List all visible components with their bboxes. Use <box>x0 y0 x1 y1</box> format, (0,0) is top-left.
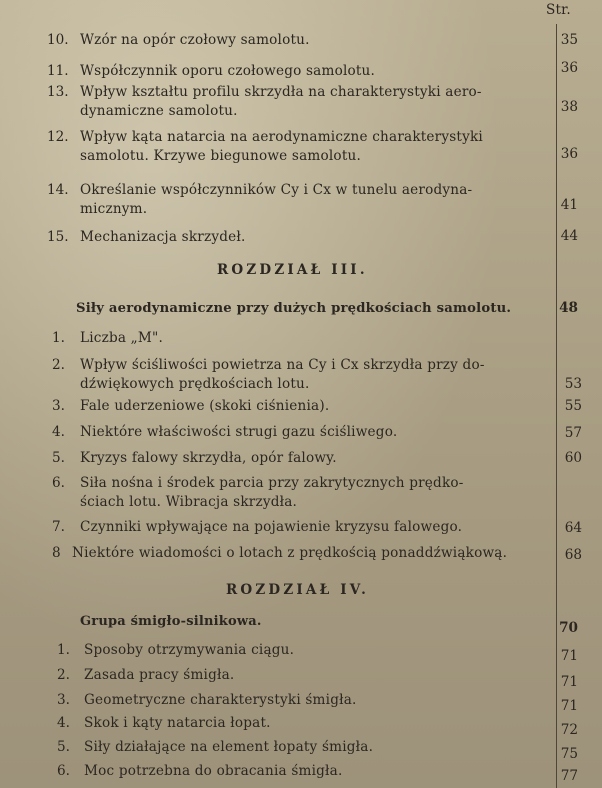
entry-number: 5. <box>52 450 65 466</box>
entry-title: Współczynnik oporu czołowego samolotu. <box>80 63 376 79</box>
entry-page: 38 <box>560 99 578 115</box>
entry-page: 70 <box>559 620 578 636</box>
entry-title-continuation: dźwiękowych prędkościach lotu. <box>80 376 310 392</box>
entry-title-continuation: dynamiczne samolotu. <box>80 103 238 119</box>
entry-title: Mechanizacja skrzydeł. <box>80 229 246 245</box>
entry-number: 10. <box>47 32 69 48</box>
entry-page: 72 <box>560 722 578 738</box>
entry-page: 55 <box>564 398 582 414</box>
entry-number: 2. <box>57 667 70 683</box>
entry-page: 53 <box>564 376 582 392</box>
entry-page: 36 <box>560 60 578 76</box>
entry-number: 5. <box>57 739 70 755</box>
entry-page: 64 <box>564 520 582 536</box>
entry-number: 11. <box>47 63 69 79</box>
entry-title: Wzór na opór czołowy samolotu. <box>80 32 310 48</box>
entry-number: 1. <box>52 330 65 346</box>
entry-page: 60 <box>564 450 582 466</box>
entry-number: 8 <box>52 545 61 561</box>
entry-page: 41 <box>560 197 578 213</box>
entry-title: Niektóre wiadomości o lotach z prędkością ponaddźwiąkową. <box>72 545 508 561</box>
entry-page: 71 <box>560 698 578 714</box>
entry-title: Liczba „M". <box>80 330 164 346</box>
entry-title: Określanie współczynników Cy i Cx w tunelu aerodyna- <box>80 182 473 198</box>
entry-title: Wpływ kształtu profilu skrzydła na charakterystyki aero- <box>80 84 482 100</box>
entry-page: 35 <box>560 32 578 48</box>
chapter-heading: ROZDZIAŁ III. <box>217 262 368 278</box>
entry-title: Zasada pracy śmigła. <box>84 667 235 683</box>
entry-title: Fale uderzeniowe (skoki ciśnienia). <box>80 398 330 414</box>
entry-number: 4. <box>57 715 70 731</box>
chapter-heading: ROZDZIAŁ IV. <box>226 582 369 598</box>
entry-title: Siły działające na element łopaty śmigła. <box>84 739 374 755</box>
entry-title: Wpływ kąta natarcia na aerodynamiczne charakterystyki <box>80 129 483 145</box>
entry-number: 12. <box>47 129 69 145</box>
page-column-label: Str. <box>546 2 571 18</box>
entry-title: Skok i kąty natarcia łopat. <box>84 715 271 731</box>
entry-number: 13. <box>47 84 69 100</box>
entry-title: Moc potrzebna do obracania śmigła. <box>84 763 343 779</box>
entry-number: 6. <box>57 763 70 779</box>
entry-number: 4. <box>52 424 65 440</box>
entry-number: 15. <box>47 229 69 245</box>
entry-title: Sposoby otrzymywania ciągu. <box>84 642 295 658</box>
entry-page: 36 <box>560 146 578 162</box>
entry-number: 14. <box>47 182 69 198</box>
entry-page: 57 <box>564 425 582 441</box>
entry-page: 71 <box>560 674 578 690</box>
entry-number: 2. <box>52 357 65 373</box>
entry-page: 77 <box>560 768 578 784</box>
entry-title: Wpływ ściśliwości powietrza na Cy i Cx skrzydła przy do- <box>80 357 485 373</box>
entry-title: Siła nośna i środek parcia przy zakrytycznych prędko- <box>80 475 464 491</box>
entry-title: Geometryczne charakterystyki śmigła. <box>84 692 357 708</box>
entry-number: 3. <box>52 398 65 414</box>
entry-title: Niektóre właściwości strugi gazu ściśliwego. <box>80 424 398 440</box>
entry-page: 71 <box>560 648 578 664</box>
entry-number: 7. <box>52 519 65 535</box>
entry-title: Kryzys falowy skrzydła, opór falowy. <box>80 450 337 466</box>
entry-page: 75 <box>560 746 578 762</box>
chapter-subtitle: Siły aerodynamiczne przy dużych prędkościach samolotu. <box>76 301 512 316</box>
entry-title-continuation: ściach lotu. Wibracja skrzydła. <box>80 494 298 510</box>
entry-page: 48 <box>559 300 578 316</box>
entry-title-continuation: micznym. <box>80 201 148 217</box>
chapter-subtitle: Grupa śmigło-silnikowa. <box>80 614 262 629</box>
entry-number: 1. <box>57 642 70 658</box>
entry-page: 68 <box>564 547 582 563</box>
entry-page: 44 <box>560 228 578 244</box>
entry-number: 6. <box>52 475 65 491</box>
entry-title: Czynniki wpływające na pojawienie kryzysu falowego. <box>80 519 463 535</box>
entry-number: 3. <box>57 692 70 708</box>
entry-title-continuation: samolotu. Krzywe biegunowe samolotu. <box>80 148 361 164</box>
